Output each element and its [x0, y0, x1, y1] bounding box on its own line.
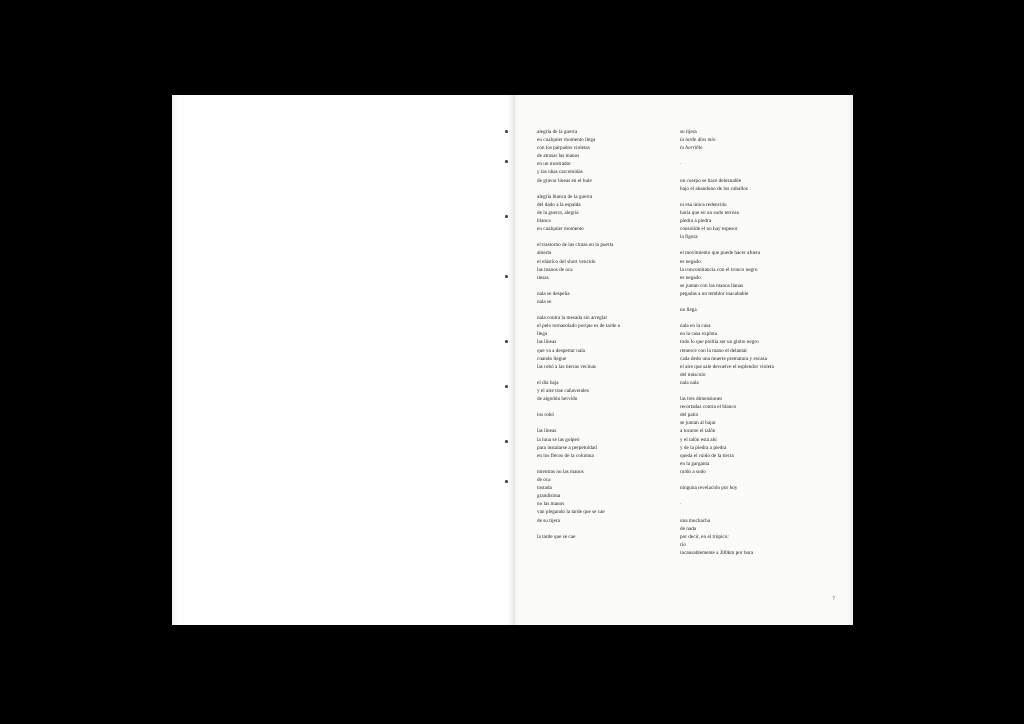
poem-line: se juntan al bajar: [680, 420, 716, 427]
poem-line: lo horrible: [680, 145, 703, 152]
margin-mark: [505, 130, 508, 133]
poem-line: de la guerra, alegría: [537, 209, 579, 216]
margin-mark: [505, 385, 508, 388]
poem-line: del dado a la espalda: [537, 201, 581, 208]
poem-line: nala nala: [680, 379, 699, 386]
poem-stanza: [537, 411, 677, 419]
poem-line: nala en la casa: [680, 323, 711, 330]
poem-line: en los flecos de la columna: [537, 452, 594, 459]
poem-line: el pelo tornasolado porque es de tarde o: [537, 323, 621, 330]
poem-line: haría que en un sudo terroso: [680, 209, 740, 216]
poem-line: consolide el no hay espesor: [680, 226, 738, 233]
margin-mark: [505, 275, 508, 278]
poem-line: nala se despeña: [537, 290, 570, 297]
poem-stanza: [537, 314, 677, 371]
poem-line: no las manos: [537, 501, 565, 508]
poem-line: cada dedo una muerte prematura y escasa: [680, 355, 767, 362]
poem-line: grandísima: [537, 493, 561, 500]
poem-stanza: [680, 201, 830, 241]
poem-line: en un mostrador: [537, 161, 572, 168]
poem-line: se juntan con las manos llanas: [680, 282, 744, 289]
poem-line: ·: [680, 161, 682, 168]
poem-line: mientras no las manos: [537, 468, 584, 475]
margin-mark: [505, 480, 508, 483]
poem-line: de su tijera: [537, 517, 560, 524]
poem-line: todo lo que podría ser un globo negro: [680, 339, 759, 346]
poem-line: no llega: [680, 307, 697, 314]
poem-stanza: [537, 533, 677, 541]
poem-stanza: [680, 177, 830, 193]
poem-line: y de la piedra a piedra: [680, 444, 727, 451]
poem-line: y las uñas carcomidas: [537, 169, 583, 176]
poem-stanza: [680, 249, 830, 298]
poem-stanza: [537, 128, 677, 185]
poem-line: tiesas: [537, 274, 549, 281]
poem-line: a tocarse el talón: [680, 428, 716, 435]
poem-line: con los párpados violetas: [537, 145, 590, 152]
poem-line: por decir, en el trópico:: [680, 533, 729, 540]
right-page-edge-shadow: [847, 95, 853, 625]
book-spread: [172, 95, 853, 625]
poem-line: la tarde que se cae: [537, 533, 576, 540]
poem-stanza: [537, 379, 677, 403]
poem-line: retuerce con la mano el delantal: [680, 347, 747, 354]
poem-line: la tarde dios mío: [680, 137, 716, 144]
poem-line: bajo el abandono de los caballos: [680, 185, 748, 192]
poem-line: en la garganta: [680, 460, 710, 467]
poem-stanza: [537, 290, 677, 306]
poem-line: es negado: [680, 258, 701, 265]
poem-line: nala contra la mesada sin arreglar: [537, 315, 608, 322]
poem-line: tostada: [537, 485, 552, 492]
poem-line: pegadas a un temblor inacabable: [680, 290, 749, 297]
poem-stanza: [680, 500, 830, 508]
poem-line: el movimiento que puede hacer afuera: [680, 250, 761, 257]
poem-line: río: [680, 541, 686, 548]
poem-stanza: [680, 517, 830, 557]
poem-line: la figura: [680, 234, 698, 241]
poem-line: de atrasar las manos: [537, 153, 580, 160]
poem-line: en cualquier momento llega: [537, 137, 596, 144]
poem-line: que va a despertar nala: [537, 347, 585, 354]
poem-stanza: [537, 193, 677, 233]
poem-column-outer: [680, 128, 830, 565]
poem-line: ruido a sudo: [680, 468, 706, 475]
margin-mark: [505, 215, 508, 218]
left-page: [172, 95, 513, 625]
poem-line: ·: [680, 501, 682, 508]
poem-stanza: [680, 306, 830, 314]
poem-line: de nada: [680, 525, 697, 532]
poem-line: en la casa explota: [680, 331, 718, 338]
margin-marks: [505, 95, 515, 625]
poem-line: de gravar líneas en el hule: [537, 177, 592, 184]
poem-line: del patio: [680, 412, 699, 419]
poem-line: el trastorno de las cintas en la puerta: [537, 242, 614, 249]
poem-line: y el talón está ahí: [680, 436, 717, 443]
poem-stanza: [680, 395, 830, 476]
poem-line: alegría de la guerra: [537, 129, 578, 135]
poem-stanza: [680, 322, 830, 387]
poem-line: la concomitancia con el tronco negro: [680, 266, 758, 273]
poem-line: su tijera: [680, 129, 697, 135]
left-page-edge-shadow: [172, 95, 178, 625]
poem-line: los robó: [537, 412, 555, 419]
poem-line: una muchacha: [680, 517, 711, 524]
poem-line: nala se: [537, 298, 552, 305]
margin-mark: [505, 160, 508, 163]
poem-line: ninguna revelación por hoy: [680, 485, 738, 492]
poem-line: del músculo: [680, 371, 706, 378]
poem-line: queda el ruido de la tierra: [680, 452, 734, 459]
poem-line: recortadas contra el blanco: [680, 404, 737, 411]
poem-stanza: [680, 128, 830, 152]
poem-line: de oca: [537, 477, 551, 484]
poem-line: para instalarse a perpetuidad: [537, 444, 597, 451]
poem-line: van plegando la tarde que se cae: [537, 509, 605, 516]
poem-line: las líneas: [537, 428, 557, 435]
poem-line: el día baja: [537, 379, 559, 386]
poem-line: las manos de oca: [537, 266, 573, 273]
margin-mark: [505, 440, 508, 443]
poem-stanza: [537, 427, 677, 459]
poem-line: y el aire trae cañaverales: [537, 388, 589, 394]
poem-line: en cualquier momento: [537, 226, 584, 233]
poem-stanza: [537, 468, 677, 525]
poem-line: las robó a las tierras vecinas: [537, 363, 596, 370]
poem-stanza: [680, 484, 830, 492]
margin-mark: [505, 340, 508, 343]
poem-line: un cuerpo se hace deleznable: [680, 177, 742, 184]
poem-line: las líneas: [537, 339, 557, 346]
poem-line: incansablemente a 200km por hora: [680, 549, 754, 556]
poem-stanza: [537, 241, 677, 281]
poem-line: es negado: [680, 274, 701, 281]
poem-line: la luna se las golpeó: [537, 436, 580, 443]
poem-line: cuando llegue: [537, 355, 567, 362]
poem-line: ni esa única redención: [680, 201, 727, 208]
poem-line: las tres dimensiones: [680, 396, 723, 403]
poem-line: piedra a piedra: [680, 218, 712, 225]
poem-line: blanca: [537, 218, 551, 225]
poem-line: llega: [537, 331, 548, 338]
poem-stanza: [680, 160, 830, 168]
poem-line: de algodón hervido: [537, 396, 578, 403]
page-number: 7: [832, 597, 835, 602]
poem-line: alegría blanca de la guerra: [537, 193, 593, 200]
poem-line: el elástico del short vencido: [537, 258, 596, 265]
poem-column-inner: [537, 128, 677, 549]
poem-line: el aire que sale devuelve el esplendor violeta: [680, 363, 774, 370]
poem-line: abierta: [537, 250, 552, 257]
